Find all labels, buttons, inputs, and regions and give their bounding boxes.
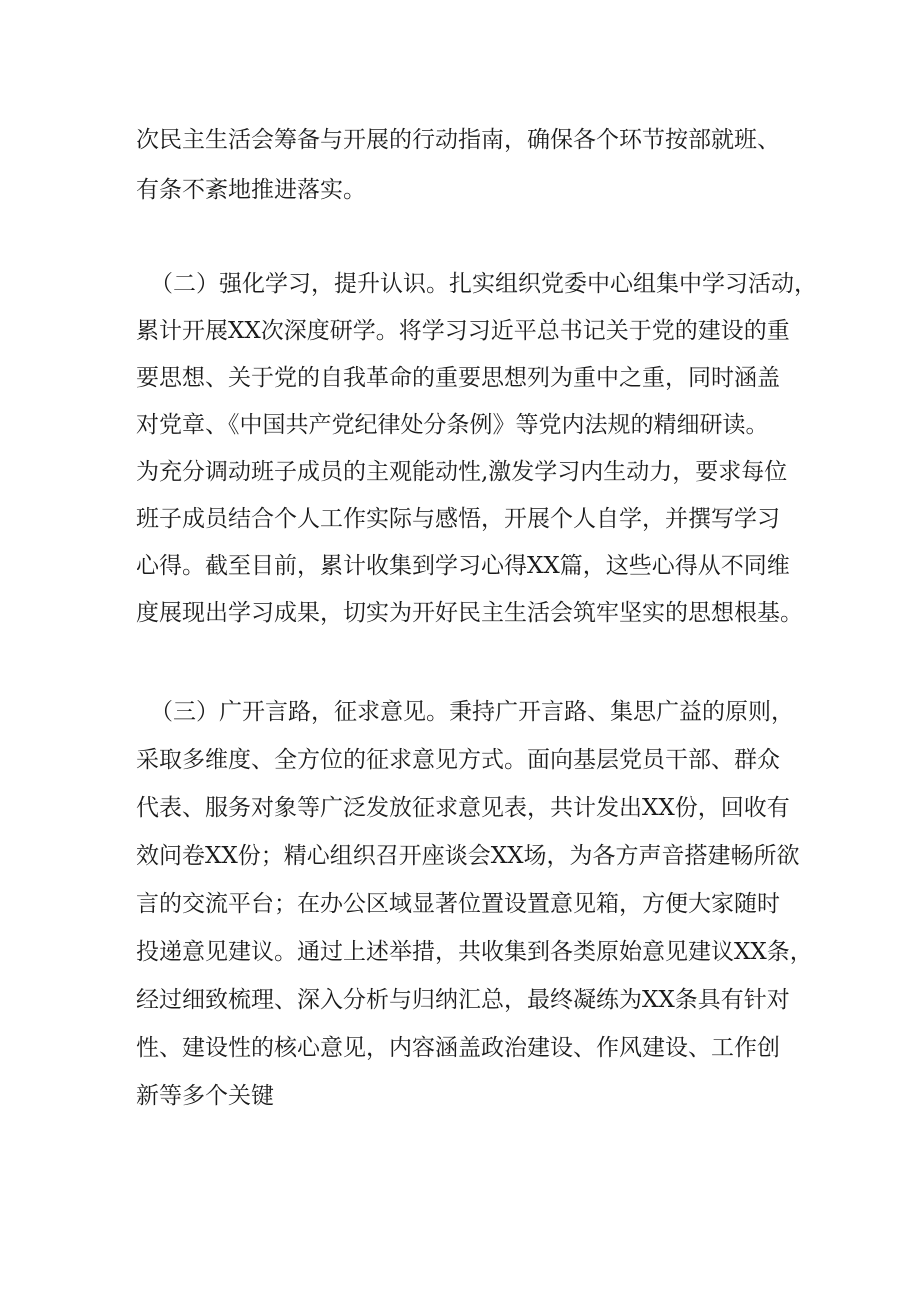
- text-line: 投递意见建议。通过上述举措，共收集到各类原始意见建议XX条，: [136, 939, 813, 965]
- text-line: 经过细致梳理、深入分析与归纳汇总，最终凝练为XX条具有针对: [136, 987, 790, 1013]
- text-line: 班子成员结合个人工作实际与感悟，开展个人自学，并撰写学习: [136, 506, 780, 532]
- text-line: 性、建设性的核心意见，内容涵盖政治建设、作风建设、工作创: [136, 1035, 780, 1061]
- text-line: 心得。截至目前，累计收集到学习心得XX篇，这些心得从不同维: [136, 553, 790, 579]
- text-line: （三）广开言路，征求意见。秉持广开言路、集思广益的原则，: [150, 699, 794, 725]
- text-line: 采取多维度、全方位的征求意见方式。面向基层党员干部、群众: [136, 747, 780, 773]
- text-line: 为充分调动班子成员的主观能动性,激发学习内生动力，要求每位: [136, 459, 788, 485]
- text-line: 累计开展XX次深度研学。将学习习近平总书记关于党的建设的重: [136, 318, 790, 344]
- text-line: 有条不紊地推进落实。: [136, 177, 366, 203]
- text-line: 次民主生活会筹备与开展的行动指南，确保各个环节按部就班、: [136, 127, 780, 153]
- text-line: 代表、服务对象等广泛发放征求意见表，共计发出XX份，回收有: [136, 795, 790, 821]
- text-line: 度展现出学习成果，切实为开好民主生活会筑牢坚实的思想根基。: [136, 600, 803, 626]
- text-line: 效问卷XX份；精心组织召开座谈会XX场，为各方声音搭建畅所欲: [136, 843, 800, 869]
- text-line: 言的交流平台；在办公区域显著位置设置意见箱，方便大家随时: [136, 891, 780, 917]
- text-line: 要思想、关于党的自我革命的重要思想列为重中之重，同时涵盖: [136, 365, 780, 391]
- text-line: （二）强化学习，提升认识。扎实组织党委中心组集中学习活动，: [150, 271, 817, 297]
- text-line: 新等多个关键: [136, 1083, 274, 1109]
- text-line: 对党章、《中国共产党纪律处分条例》等党内法规的精细研读。: [136, 412, 769, 438]
